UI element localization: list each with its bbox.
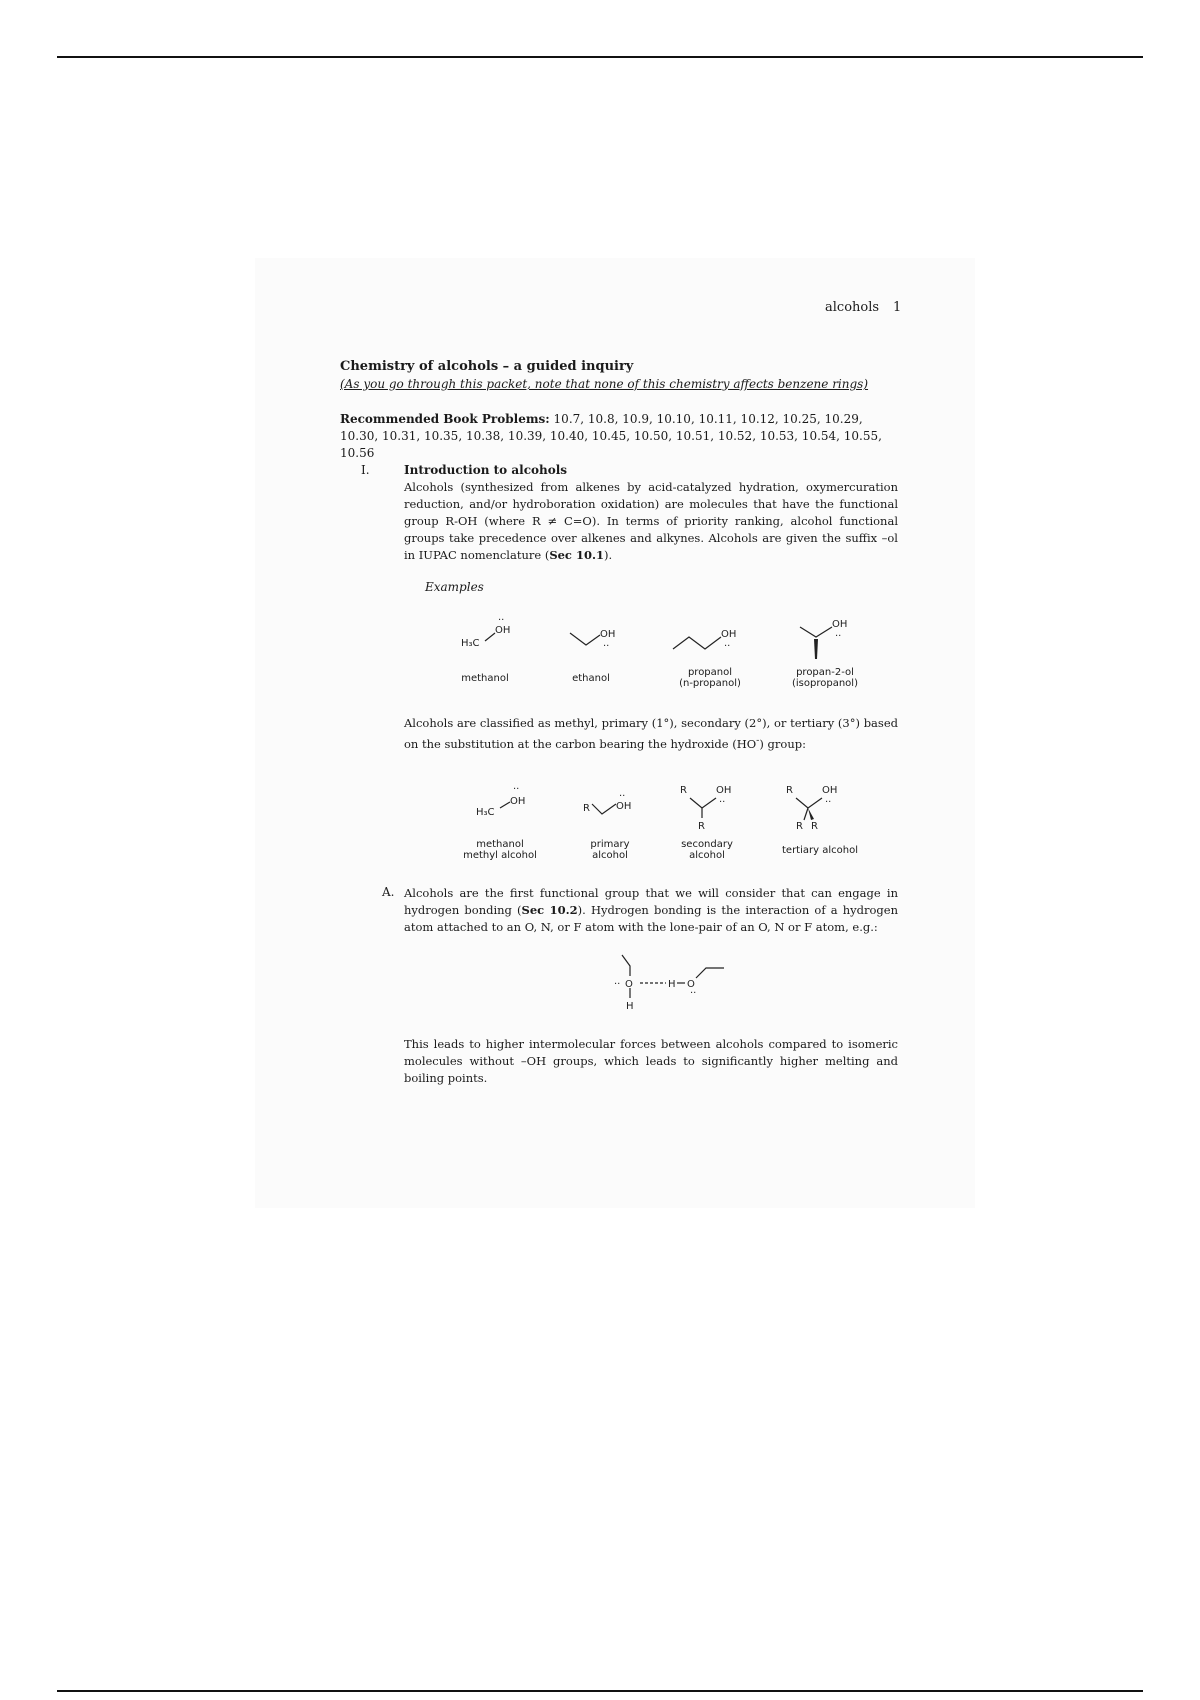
secondary-r2: R bbox=[698, 821, 705, 832]
classification-text: Alcohols are classified as methyl, primary (1°), secondary (2°), or tertiary (3°) based on the substitution at the carbon bearing the hydroxide (HO bbox=[404, 716, 898, 751]
methanol-bond bbox=[485, 633, 495, 641]
methanol-h3c: H₃C bbox=[461, 638, 480, 649]
item-a-text2: ). Hydrogen bonding is the interaction of a hydrogen atom attached to an O, N, or F atom with the lone-pair of an O, N or F atom, e.g.: bbox=[404, 903, 898, 934]
examples-label: Examples bbox=[425, 580, 484, 594]
propanol-oh: OH bbox=[721, 629, 737, 640]
intro-end: ). bbox=[603, 548, 613, 562]
section-number: I. bbox=[361, 463, 370, 477]
class-label-primary bbox=[570, 839, 650, 861]
example-name: ethanol bbox=[572, 673, 610, 684]
intro-text: Alcohols (synthesized from alkenes by acid-catalyzed hydration, oxymercuration reduction, and/or hydroboration oxidation) are molecules that have the functional group R-OH (where R ≠ C=O). In terms of priority ranking, alcohol functional groups take precedence over alkenes and alkynes. Alcohols are given the suffix –ol in IUPAC nomenclature ( bbox=[404, 480, 898, 562]
tertiary-r2: R bbox=[796, 821, 803, 832]
example-alt-name: (n-propanol) bbox=[679, 678, 741, 689]
item-a-ref: Sec 10.2 bbox=[521, 903, 578, 917]
isopropanol-wedge bbox=[814, 639, 818, 659]
isopropanol-chain bbox=[800, 627, 832, 637]
conclusion-paragraph: This leads to higher intermolecular forces between alcohols compared to isomeric molecules without –OH groups, which leads to significantly higher melting and boiling points. bbox=[404, 1037, 898, 1085]
methyl-h3c: H₃C bbox=[476, 807, 495, 818]
primary-oh: OH bbox=[616, 801, 632, 812]
hydrogen-bonding-paragraph bbox=[404, 885, 898, 936]
class-line1: secondary bbox=[681, 839, 733, 850]
example-label-propanol bbox=[665, 667, 755, 689]
document-subtitle: (As you go through this packet, note that none of this chemistry affects benzene rings) bbox=[340, 377, 869, 391]
methyl-oh: OH bbox=[510, 796, 526, 807]
lone-pair: ·· bbox=[498, 615, 505, 626]
example-name: propanol bbox=[687, 667, 733, 678]
methyl-bond bbox=[500, 802, 510, 808]
example-label-ethanol bbox=[551, 673, 631, 684]
primary-r: R bbox=[583, 803, 590, 814]
propanol-chain bbox=[673, 637, 721, 649]
class-line2: alcohol bbox=[689, 850, 725, 861]
hydrogen-bonded: H bbox=[668, 979, 676, 990]
document-title: Chemistry of alcohols – a guided inquiry bbox=[340, 359, 634, 374]
intro-ref: Sec 10.1 bbox=[549, 548, 604, 562]
recommended-list: 10.7, 10.8, 10.9, 10.10, 10.11, 10.12, 10.25, 10.29, 10.30, 10.31, 10.35, 10.38, 10.39, 10.40, 10.45, 10.50, 10.51, 10.52, 10.53, 10.54, 10.55, 10.56 bbox=[340, 412, 882, 460]
running-header bbox=[825, 300, 901, 315]
tertiary-bond bbox=[804, 808, 808, 820]
secondary-r: R bbox=[680, 785, 687, 796]
hydrogen-left: H bbox=[626, 1001, 634, 1012]
primary-chain bbox=[592, 804, 616, 814]
lone-pair: ·· bbox=[825, 797, 832, 808]
ethanol-oh: OH bbox=[600, 629, 616, 640]
classification-structures bbox=[470, 778, 870, 838]
section-title: Introduction to alcohols bbox=[404, 463, 568, 477]
tertiary-oh: OH bbox=[822, 785, 838, 796]
recommended-label: Recommended Book Problems: bbox=[340, 412, 550, 426]
lone-pair: ·· bbox=[724, 641, 731, 652]
item-a-letter: A. bbox=[382, 885, 395, 899]
tertiary-r: R bbox=[786, 785, 793, 796]
class-line1: methanol bbox=[476, 839, 524, 850]
ethyl-chain-left bbox=[622, 955, 630, 976]
ethanol-chain bbox=[570, 633, 600, 645]
class-label-secondary bbox=[667, 839, 747, 861]
example-name: propan-2-ol bbox=[796, 667, 854, 678]
classification-paragraph bbox=[404, 715, 898, 753]
class-label-methyl bbox=[455, 839, 545, 861]
class-label-tertiary bbox=[770, 845, 870, 856]
lone-pair: ·· bbox=[690, 988, 697, 999]
lone-pair: ·· bbox=[614, 979, 621, 990]
lone-pair: ·· bbox=[619, 791, 626, 802]
lone-pair: ·· bbox=[603, 641, 610, 652]
class-line1: primary bbox=[590, 839, 630, 850]
example-label-isopropanol bbox=[780, 667, 870, 689]
running-title: alcohols bbox=[825, 300, 880, 315]
oxygen-right: O bbox=[687, 979, 695, 990]
secondary-oh: OH bbox=[716, 785, 732, 796]
class-line2: alcohol bbox=[592, 850, 628, 861]
ethyl-chain-right bbox=[696, 968, 724, 978]
oxygen-left: O bbox=[625, 979, 633, 990]
lone-pair: ·· bbox=[513, 784, 520, 795]
examples-structures bbox=[455, 615, 895, 675]
classification-sup: - bbox=[756, 735, 760, 746]
classification-end: ) group: bbox=[759, 736, 806, 751]
hydrogen-bond-diagram bbox=[610, 950, 740, 1020]
example-name: methanol bbox=[461, 673, 509, 684]
item-a-text1: Alcohols are the first functional group that we will consider that can engage in hydrogen bonding ( bbox=[404, 886, 898, 917]
top-rule bbox=[57, 56, 1143, 58]
tertiary-wedge bbox=[808, 808, 814, 820]
recommended-problems bbox=[340, 411, 900, 462]
lone-pair: ·· bbox=[835, 631, 842, 642]
secondary-chain bbox=[690, 798, 716, 808]
intro-paragraph bbox=[404, 479, 898, 564]
page-number: 1 bbox=[893, 300, 902, 315]
example-alt-name: (isopropanol) bbox=[792, 678, 858, 689]
class-line1: tertiary alcohol bbox=[782, 845, 858, 856]
example-label-methanol bbox=[445, 673, 525, 684]
lone-pair: ·· bbox=[719, 797, 726, 808]
class-line2: methyl alcohol bbox=[463, 850, 537, 861]
isopropanol-oh: OH bbox=[832, 619, 848, 630]
tertiary-chain bbox=[796, 798, 822, 808]
bottom-rule bbox=[57, 1690, 1143, 1692]
tertiary-r3: R bbox=[811, 821, 818, 832]
methanol-oh: OH bbox=[495, 625, 511, 636]
